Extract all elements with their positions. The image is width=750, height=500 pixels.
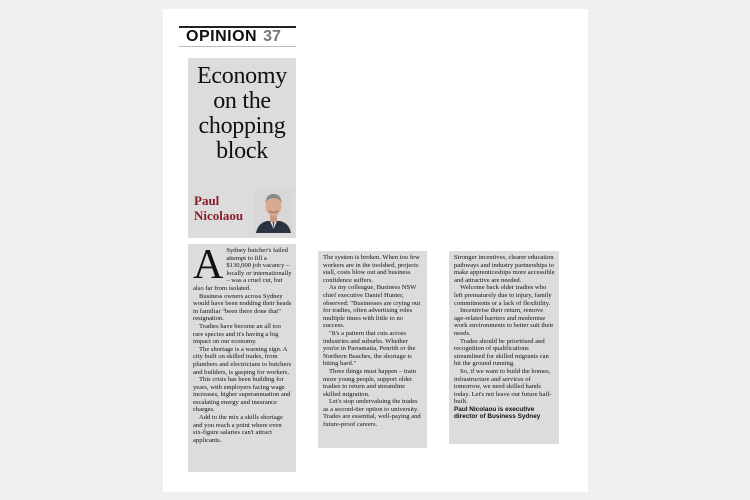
author-last-name: Nicolaou (194, 208, 244, 223)
author-photo (254, 189, 293, 233)
paragraph: Tradies have become an all too rare species and it's having a big impact on our economy. (193, 322, 281, 346)
paragraph: Let's stop undervaluing the trades as a second-tier option to university. Trades are essential, well-paying and future-proof careers. (323, 398, 421, 429)
paragraph: This crisis has been building for years, with employers facing wage increases, higher superannuation and escalating energy and insurance charges. (193, 376, 291, 414)
headline-panel (188, 58, 296, 238)
page-number: 37 (263, 28, 281, 45)
byline (194, 193, 243, 223)
section-header (179, 26, 296, 47)
author-note: Paul Nicolaou is executive director of Business Sydney (454, 405, 541, 421)
paragraph: Add to the mix a skills shortage and you reach a point where even six-figure salaries can't attract applicants. (193, 414, 283, 444)
drop-cap: A (193, 244, 224, 288)
paragraph: Trades should be prioritised and recognition of qualifications streamlined for skilled migrants can hit the ground running. (454, 337, 549, 368)
article-column-3 (449, 251, 559, 444)
lead-paragraph (193, 244, 292, 293)
section-name: OPINION (186, 28, 258, 45)
article-headline: Economy on the chopping block (197, 63, 287, 164)
paragraph: Welcome back older tradies who left prematurely due to injury, family commitments or a lack of flexibility. (454, 284, 552, 307)
paragraph: Business owners across Sydney would have been nodding their heads in familiar "been there done that" resignation. (193, 292, 292, 323)
paragraph: The system is broken. When too few workers are in the toolshed, projects stall, costs blow out and business confidence suffers. (323, 254, 420, 284)
paragraph: Stronger incentives, clearer education pathways and industry partnerships to make apprenticeships more accessible and attractive are needed. (454, 254, 555, 284)
paragraph: As my colleague, Business NSW chief executive Daniel Hunter, observed: "Businesses are crying out for tradies, often advertising roles multiple times with little to no success. (323, 284, 421, 330)
article-column-2 (318, 251, 427, 448)
paragraph: Three things must happen – train more young people, support older tradies to return and streamline skilled migration. (323, 367, 416, 398)
paragraph: So, if we want to build the homes, infrastructure and services of tomorrow, we need skilled hands today. Let's not leave our future half-built. (454, 367, 552, 406)
paragraph: Incentivise their return, remove age-related barriers and modernise work environments to better suit their needs. (454, 307, 554, 337)
article-column-1 (188, 244, 296, 472)
author-first-name: Paul (194, 193, 220, 208)
paragraph: The shortage is a warning sign. A city built on skilled trades, from plumbers and electricians to butchers and builders, is gasping for workers. (193, 345, 292, 376)
lead-text: Sydney butcher's failed attempt to fill a $130,000 job vacancy – locally or internationally – was a cruel cut, but also far from isolated. (193, 247, 292, 292)
paragraph: "It's a pattern that cuts across industries and suburbs. Whether you're in Parramatta, Penrith or the Northern Beaches, the shortage is biting hard." (323, 329, 416, 368)
